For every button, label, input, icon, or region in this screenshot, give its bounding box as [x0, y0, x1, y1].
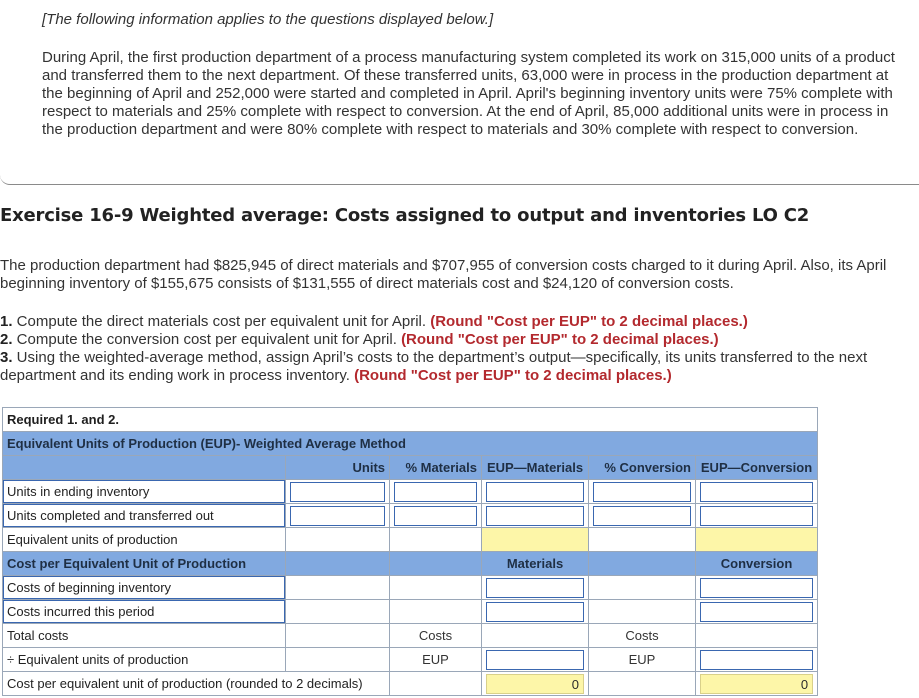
row-label: ÷ Equivalent units of production — [3, 648, 286, 672]
eup-label: EUP — [589, 648, 696, 672]
table-title-row — [3, 408, 818, 432]
conversion-cost-per-eup: 0 — [700, 674, 813, 694]
row-label: Costs incurred this period — [3, 600, 286, 624]
costs-label: Costs — [589, 624, 696, 648]
requirement-text: Compute the conversion cost per equivalent unit for April. — [12, 331, 402, 348]
divide-eup-conversion-input[interactable] — [700, 650, 813, 670]
row-label: Equivalent units of production — [3, 528, 286, 552]
completed-pct-conversion-input[interactable] — [593, 506, 691, 526]
exercise-paragraph: The production department had $825,945 of direct materials and $707,955 of conversion costs charged to it during April. Also, its April beginning inventory of $155,675 consists of $131,555 of direct materials cost and $24,120 of conversion costs. — [0, 257, 887, 292]
table-row — [3, 672, 818, 696]
total-materials-cost — [482, 624, 589, 648]
requirement-3 — [0, 349, 919, 385]
table-row — [3, 624, 818, 648]
materials-header: Materials — [482, 552, 589, 576]
col-units: Units — [286, 456, 390, 480]
col-eup-conversion: EUP—Conversion — [696, 456, 818, 480]
table-subtitle: Equivalent Units of Production (EUP)- Weighted Average Method — [3, 432, 818, 456]
table-row — [3, 600, 818, 624]
column-header-row — [3, 456, 818, 480]
intro-panel — [0, 0, 919, 185]
ending-units-input[interactable] — [290, 482, 385, 502]
table-row — [3, 528, 818, 552]
incurred-conversion-cost-input[interactable] — [700, 602, 813, 622]
table-row — [3, 504, 818, 528]
row-label: Costs of beginning inventory — [3, 576, 286, 600]
completed-units-input[interactable] — [290, 506, 385, 526]
eup-table — [2, 407, 818, 696]
row-label: Cost per equivalent unit of production (rounded to 2 decimals) — [3, 672, 390, 696]
rounding-note: (Round "Cost per EUP" to 2 decimal places.) — [430, 313, 748, 330]
exercise-title: Exercise 16-9 Weighted average: Costs assigned to output and inventories LO C2 — [0, 205, 810, 226]
col-pct-materials: % Materials — [390, 456, 482, 480]
cost-section-title: Cost per Equivalent Unit of Production — [3, 552, 286, 576]
cost-section-header — [3, 552, 818, 576]
requirement-number: 1. — [0, 313, 13, 330]
divide-eup-materials-input[interactable] — [486, 650, 584, 670]
requirement-number: 2. — [0, 331, 13, 348]
table-subtitle-row — [3, 432, 818, 456]
table-row — [3, 648, 818, 672]
eup-conversion-total — [696, 528, 818, 552]
requirement-text: Compute the direct materials cost per equivalent unit for April. — [12, 313, 431, 330]
ending-pct-conversion-input[interactable] — [593, 482, 691, 502]
conversion-header: Conversion — [696, 552, 818, 576]
requirement-text: Using the weighted-average method, assign April’s costs to the department’s output—specifically, its units transferred to the next department and its ending work in process inventory. — [0, 349, 868, 384]
row-label: Total costs — [3, 624, 286, 648]
col-eup-materials: EUP—Materials — [482, 456, 589, 480]
materials-cost-per-eup: 0 — [486, 674, 584, 694]
table-row — [3, 480, 818, 504]
ending-eup-conversion-input[interactable] — [700, 482, 813, 502]
completed-pct-materials-input[interactable] — [394, 506, 477, 526]
completed-eup-conversion-input[interactable] — [700, 506, 813, 526]
eup-materials-total — [482, 528, 589, 552]
rounding-note: (Round "Cost per EUP" to 2 decimal places.) — [401, 331, 719, 348]
rounding-note: (Round "Cost per EUP" to 2 decimal places.) — [354, 367, 672, 384]
row-label: Units completed and transferred out — [3, 504, 286, 528]
costs-label: Costs — [390, 624, 482, 648]
incurred-materials-cost-input[interactable] — [486, 602, 584, 622]
ending-pct-materials-input[interactable] — [394, 482, 477, 502]
beginning-conversion-cost-input[interactable] — [700, 578, 813, 598]
col-pct-conversion: % Conversion — [589, 456, 696, 480]
requirement-1 — [0, 313, 919, 331]
ending-eup-materials-input[interactable] — [486, 482, 584, 502]
requirement-number: 3. — [0, 349, 13, 366]
eup-label: EUP — [390, 648, 482, 672]
beginning-materials-cost-input[interactable] — [486, 578, 584, 598]
row-label: Units in ending inventory — [3, 480, 286, 504]
intro-paragraph: During April, the first production department of a process manufacturing system completed its work on 315,000 units of a product and transferred them to the next department. Of these transferred units, 63,000 were in process in the production department at the beginning of April and 252,000 were started and completed in April. April's beginning inventory units were 75% complete with respect to materials and 25% complete with respect to conversion. At the end of April, 85,000 additional units were in process in the production department and were 80% complete with respect to materials and 30% complete with respect to conversion. — [42, 49, 895, 138]
intro-note: [The following information applies to the questions displayed below.] — [42, 11, 494, 28]
completed-eup-materials-input[interactable] — [486, 506, 584, 526]
total-conversion-cost — [696, 624, 818, 648]
requirement-2 — [0, 331, 919, 349]
requirements-list — [0, 313, 919, 385]
table-title: Required 1. and 2. — [3, 408, 818, 432]
table-row — [3, 576, 818, 600]
